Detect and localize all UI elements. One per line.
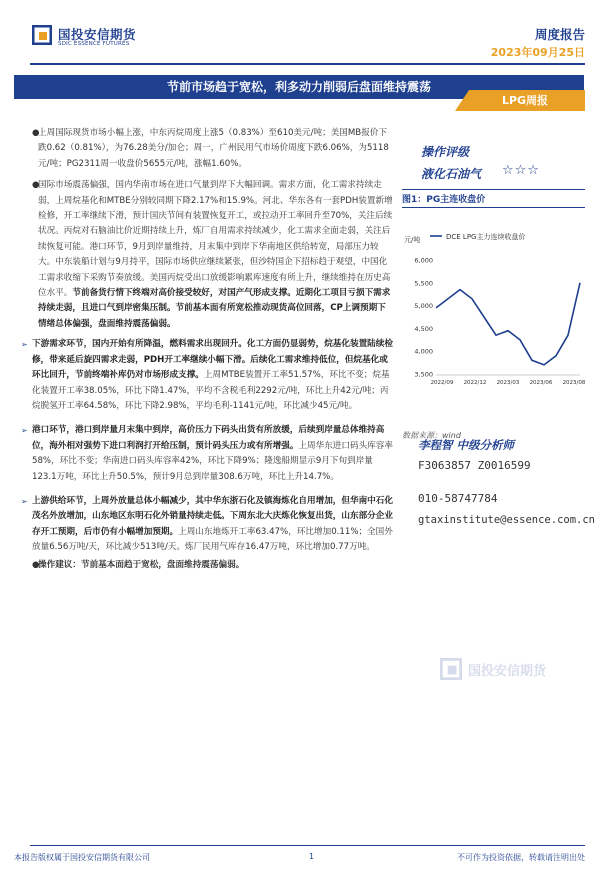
supply-summary: 上游供给环节，上周外放量总体小幅减少，其中华东浙石化及镇海炼化自用增加，但华南中石化茂名外放增加，山东地区东明石化外销量持续走低。下周东北大庆炼化恢复出货，山东部分企业存开工预期，后市仍有小幅增加预期。 <box>32 495 393 537</box>
chart-y-tick-label: 5,500 <box>414 279 433 288</box>
header-divider <box>30 63 585 65</box>
report-date: 2023年09月25日 <box>490 46 585 59</box>
analyst-email[interactable]: gtaxinstitute@essence.com.cn <box>418 514 596 526</box>
figure-source: 数据来源：wind <box>402 431 461 440</box>
chart-x-tick-label: 2023/03 <box>496 380 520 386</box>
port-paragraph <box>21 423 394 485</box>
chart-y-ticks <box>414 257 433 379</box>
bullet-icon: ● <box>32 559 40 570</box>
port-summary: 港口环节，港口到岸量月末集中到岸，高价压力下码头出货有所放缓，后续到岸量总体维持高位，海外相对强势下进口利润打开给压制，预计码头压力或有所增强。 <box>32 425 385 451</box>
analyst-name: 李程智 中级分析师 <box>418 438 515 452</box>
supply-paragraph <box>21 494 394 556</box>
supply-detail: 上周山东地炼开工率63.47%，环比增加0.11%；全国外放量6.56万吨/天，环比减少513吨/天。炼厂民用气库存16.47万吨，环比增加0.77万吨。 <box>32 526 393 553</box>
company-name: 国投安信期货 <box>58 27 137 42</box>
rating-stars-icon: ☆☆☆ <box>502 163 540 178</box>
port-detail: 上周华东进口码头库容率58%，环比不变；华南进口码头库容率42%，环比下降9%；隆逸船期显示9月下旬到岸量123.1万吨，环比上升50.5%，预计9月总到岸量308.6万吨，环比上升14.7%。 <box>32 440 393 482</box>
figure-title: 图1：PG主连收盘价 <box>402 195 486 205</box>
chart-x-tick-label: 2022/09 <box>430 380 454 386</box>
chart-y-tick-label: 3,500 <box>414 370 433 379</box>
rating-sector: 液化石油气 <box>421 167 482 181</box>
rating-title: 操作评级 <box>421 145 470 159</box>
analyst-license: F3063857 Z0016599 <box>418 459 531 472</box>
chart-y-tick-label: 4,500 <box>414 324 433 333</box>
arrow-bullet-icon: ➢ <box>21 340 28 350</box>
report-type: 周度报告 <box>534 27 585 42</box>
demand-summary: 下游需求环节，国内开始有所降温，燃料需求出现回升。化工方面仍显弱势，烷基化装置陆续检修，带来延后旋四需求走弱，PDH开工率继续小幅下滑。后续化工需求维持低位，但烷基化或环比回升，节前终端补库仍对市场形成支撑。 <box>32 339 393 381</box>
footer-disclaimer: 不可作为投资依据，转载请注明出处 <box>457 853 585 862</box>
chart-y-label: 元/吨 <box>404 236 421 244</box>
chart-y-tick-label: 5,000 <box>414 302 433 311</box>
footer-copyright: 本报告版权属于国投安信期货有限公司 <box>14 853 150 862</box>
chart-y-tick-label: 4,000 <box>414 347 433 356</box>
price-chart <box>402 212 585 412</box>
summary-paragraph <box>32 126 394 172</box>
operation-advice <box>32 558 394 573</box>
chart-series-line <box>436 283 580 365</box>
chart-x-tick-label: 2022/12 <box>463 380 487 386</box>
chart-y-tick-label: 6,000 <box>414 256 433 265</box>
report-tag: LPG周报 <box>501 94 549 107</box>
bullet-icon: ● <box>32 128 40 138</box>
operation-text: 操作建议：节前基本面趋于宽松，盘面维持震荡偏弱。 <box>38 559 245 570</box>
chart-x-tick-label: 2023/06 <box>529 380 553 386</box>
analyst-phone[interactable]: 010-58747784 <box>418 492 498 505</box>
company-logo-icon <box>32 25 52 45</box>
demand-paragraph <box>21 337 394 414</box>
page-number: 1 <box>309 852 315 861</box>
arrow-bullet-icon: ➢ <box>21 426 28 436</box>
legend-label: DCE LPG主力连续收盘价 <box>446 233 526 241</box>
chart-x-ticks <box>431 380 585 386</box>
market-conclusion: 节前备货行情下终端对高价接受较好，对国产气形成支撑。近期化工项目亏损下需求持续走弱，且进口气到岸密集压制。节前基本面有所宽松推动现货高位回落，CP上调预期下情绪总体偏强，盘面维持震荡偏弱。 <box>38 288 391 329</box>
report-body <box>21 126 394 573</box>
figure-divider <box>402 189 585 190</box>
demand-detail: 上周MTBE装置开工率51.57%，环比不变；烷基化装置开工率38.05%，环比下降1.47%，平均不含税毛利2292元/吨，环比上升42元/吨；丙烷脱氢开工率64.58%，环比下降2.98%，平均毛利-1141元/吨，环比减少45元/吨。 <box>32 370 390 411</box>
watermark-logo-icon <box>440 658 462 680</box>
chart-legend <box>430 232 525 241</box>
report-title: 节前市场趋于宽松，利多动力削弱后盘面维持震荡 <box>166 80 431 94</box>
footer-divider <box>30 845 585 846</box>
chart-x-tick-label: 2023/08 <box>562 380 585 386</box>
market-paragraph <box>32 178 394 332</box>
summary-text: 上周国际现货市场小幅上涨，中东丙烷周度上涨5（0.83%）至610美元/吨；美国MB报价下跌0.62（0.81%），为76.28美分/加仑；周一，广州民用气市场价周度下跌6.06%，为5118元/吨；PG2311周一收盘价5655元/吨，涨幅1.60%。 <box>38 128 389 169</box>
arrow-bullet-icon: ➢ <box>21 496 28 506</box>
company-name-en: SDIC ESSENCE FUTURES <box>58 41 130 47</box>
bullet-icon: ● <box>32 180 40 191</box>
market-text: 国际市场震荡偏强，国内华南市场在进口气量到岸下大幅回调。需求方面，化工需求持续走弱，上周烷基化和MTBE分别较同期下降2.17%和15.9%。河北、华东各有一套PDH装置新增检修，开工率继续下滑，预计国庆节间有装置恢复开工，或拉动开工率回升至70%，关注后续状况。丙烷对石脑油比价近期持续上升，炼厂自用需求持续减少，化工需求全面走弱，关注后续恢复可能。港口环节，9月到岸量维持，月末集中到岸下华南地区供给转宽，局部压力较大。中东装船计划与9月持平，国际市场供应继续紧张，但沙特国企下招标趋于观望，中国化工需求收缩下采购节奏放缓。美国丙烷受出口放缓影响累库速度有所上升，继续维持在历史高位水平。 <box>38 180 393 299</box>
figure-divider <box>402 207 585 208</box>
watermark: 国投安信期货 <box>468 664 547 679</box>
